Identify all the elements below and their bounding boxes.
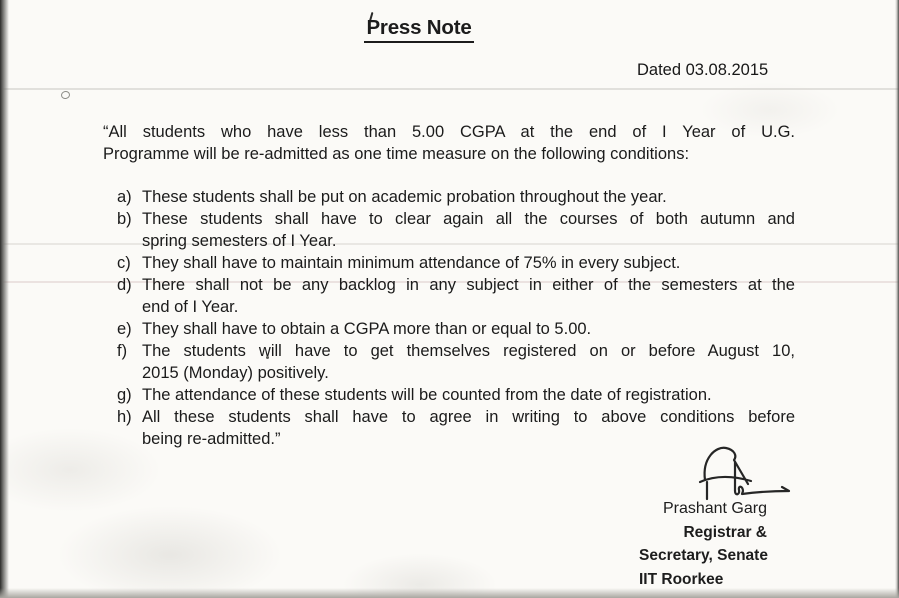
scan-edge-bottom [0,588,899,598]
condition-label: g) [117,386,132,404]
intro-line-2: Programme will be re-admitted as one time measure on the following conditions: [103,145,690,163]
condition-line: There shall not be any backlog in any subject in either of the semesters at the [142,276,795,294]
document-title: Press Note [364,16,473,43]
condition-text [142,340,795,384]
condition-text [142,274,795,318]
condition-line: They shall have to maintain minimum attendance of 75% in every subject. [142,254,681,272]
scan-edge-left [0,0,9,598]
signatory-role-1: Registrar & [683,523,767,541]
signatory-role-2: Secretary, Senate [639,547,768,564]
signatory-role-3: IIT Roorkee [639,570,724,588]
condition-item-e [117,318,795,340]
condition-item-f [117,340,795,384]
condition-label: h) [117,408,132,426]
title-row [0,16,838,43]
signature-block [639,497,767,591]
condition-text [142,384,795,406]
condition-label: e) [117,320,132,338]
handwritten-signature-icon [696,442,798,502]
signatory-name: Prashant Garg [662,500,767,517]
condition-line: All these students shall have to agree in writing to above conditions before [142,408,795,426]
condition-line: These students shall have to clear again all the courses of both autumn and [142,210,795,228]
condition-item-d [117,274,795,318]
condition-text [142,252,795,274]
condition-label: a) [117,188,132,206]
condition-line: spring semesters of I Year. [142,232,337,250]
condition-item-a [117,186,795,208]
condition-label: b) [117,210,132,228]
intro-line-1: “All students who have less than 5.00 CGPA at the end of I Year of U.G. [103,123,795,141]
scan-line-artifact [0,88,899,90]
condition-label: d) [117,276,132,294]
condition-text [142,318,795,340]
condition-line: They shall have to obtain a CGPA more than or equal to 5.00. [142,320,592,338]
intro-paragraph [103,121,795,165]
condition-text [142,186,795,208]
condition-line: The students will have to get themselves registered on or before August 10, [142,342,795,360]
condition-item-b [117,208,795,252]
condition-label: c) [117,254,131,272]
scan-edge-right [895,0,899,598]
scan-speck-artifact [60,90,71,100]
condition-line: The attendance of these students will be counted from the date of registration. [142,386,712,404]
condition-item-c [117,252,795,274]
condition-line: These students shall be put on academic probation throughout the year. [142,188,667,206]
conditions-list [117,186,795,450]
condition-item-h [117,406,795,450]
date-line: Dated 03.08.2015 [637,61,769,79]
condition-label: f) [117,342,128,360]
condition-line: end of I Year. [142,298,239,316]
condition-item-g [117,384,795,406]
condition-line: being re-admitted.” [142,430,281,448]
condition-line: 2015 (Monday) positively. [142,364,329,382]
condition-text [142,208,795,252]
